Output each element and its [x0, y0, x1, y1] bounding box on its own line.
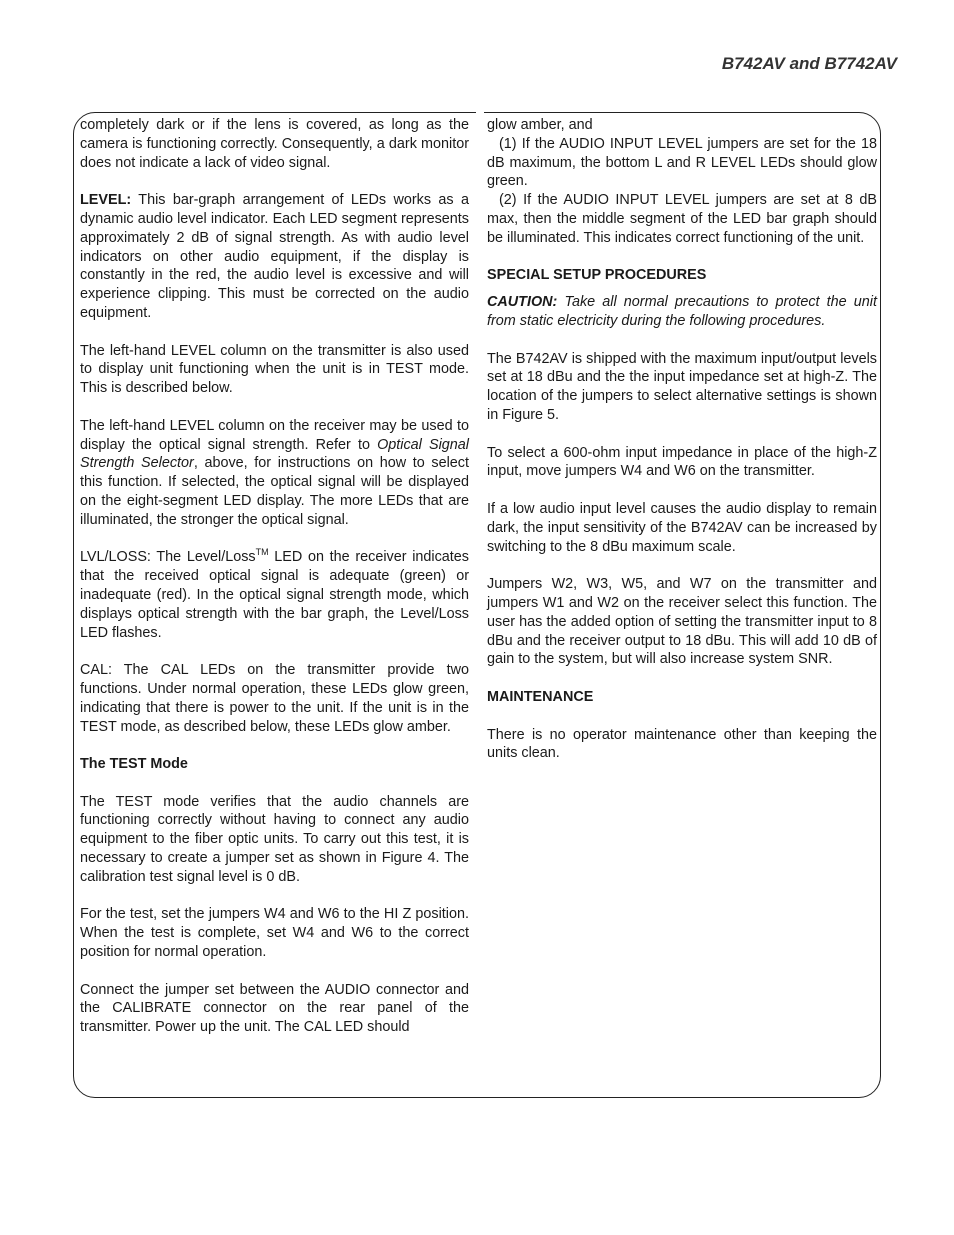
optical-selector-reference: Optical Signal Strength Selector [80, 436, 469, 472]
trademark-mark: TM [255, 547, 269, 558]
paragraph-transmitter-level: The left-hand LEVEL column on the transmitter is also used to display unit functioning when the unit is in TEST mode. This is described below. [80, 342, 469, 397]
page-header-title: B742AV and B7742AV [721, 54, 897, 73]
paragraph-caution [487, 293, 877, 331]
level-text: This bar-graph arrangement of LEDs works as a dynamic audio level indicator. Each LED segment represents approximately 2 dB of signal strength. As with audio level indicators on other audio equipment, if the display is constantly in the red, the audio level is excessive and will experience clipping. This must be corrected on the audio equipment. [80, 192, 469, 321]
paragraph-test-mode: The TEST mode verifies that the audio channels are functioning correctly without having to connect any audio equipment to the fiber optic units. To carry out this test, it is necessary to create a jumper set as shown in Figure 4. The calibration test signal level is 0 dB. [80, 793, 469, 885]
paragraph-receiver-level [80, 417, 469, 530]
paragraph-test-jumpers: For the test, set the jumpers W4 and W6 to the HI Z position. When the test is complete, set W4 and W6 to the correct position for normal operation. [80, 906, 469, 961]
lvl-loss-text-a: LVL/LOSS: The Level/Loss [80, 549, 256, 566]
receiver-level-text-a: The left-hand LEVEL column on the receiver may be used to display the optical signal strength. Refer to [80, 417, 469, 453]
paragraph-low-input: If a low audio input level causes the audio display to remain dark, the input sensitivity of the B742AV can be increased by switching to the 8 dBu maximum scale. [487, 500, 877, 555]
paragraph-lvl-loss [80, 548, 469, 642]
level-label: LEVEL: [80, 192, 132, 209]
caution-text: Take all normal precautions to protect the unit from static electricity during the following procedures. [487, 294, 877, 329]
paragraph-maintenance: There is no operator maintenance other than keeping the units clean. [487, 726, 877, 762]
paragraph-8db-case: (2) If the AUDIO INPUT LEVEL jumpers are set at 8 dB max, then the middle segment of the LED bar graph should be illuminated. This indicates correct functioning of the unit. [487, 192, 877, 246]
heading-test-mode: The TEST Mode [80, 756, 188, 773]
receiver-level-text-b: , above, for instructions on how to select this function. If selected, the optical signal will be displayed on the eight-segment LED display. The more LEDs that are illuminated, the stronger the optical signal. [80, 455, 469, 528]
paragraph-cal: CAL: The CAL LEDs on the transmitter provide two functions. Under normal operation, these LEDs glow green, indicating that there is power to the unit. If the unit is in the TEST mode, as described below, these LEDs glow amber. [80, 662, 469, 735]
frame-gap [476, 104, 484, 120]
right-column [487, 116, 877, 763]
paragraph-shipping-defaults: The B742AV is shipped with the maximum input/output levels set at 18 dBu and the the input impedance set at high-Z. The location of the jumpers to select alternative settings is shown in Figure 5. [487, 350, 877, 423]
paragraph-glow-amber: glow amber, and [487, 117, 593, 133]
left-column [80, 116, 469, 1037]
paragraph-18db-case: (1) If the AUDIO INPUT LEVEL jumpers are set for the 18 dB maximum, the bottom L and R LEVEL LEDs should glow green. [487, 135, 877, 190]
paragraph-dark-monitor: completely dark or if the lens is covered, as long as the camera is functioning correctly. Consequently, a dark monitor does not indicate a lack of video signal. [80, 117, 469, 171]
lvl-loss-text-b: LED on the receiver indicates that the received optical signal is adequate (green) or inadequate (red). In the optical signal strength mode, which displays optical strength with the bar graph, the Level/Loss LED flashes. [80, 549, 469, 641]
paragraph-600-ohm: To select a 600-ohm input impedance in place of the high-Z input, move jumpers W4 and W6 on the transmitter. [487, 444, 877, 480]
heading-special-setup: SPECIAL SETUP PROCEDURES [487, 267, 707, 284]
heading-maintenance: MAINTENANCE [487, 688, 594, 705]
paragraph-jumpers-function: Jumpers W2, W3, W5, and W7 on the transmitter and jumpers W1 and W2 on the receiver select this function. The user has the added option of setting the transmitter input to 8 dBu and the receiver output to 18 dBu. This will add 10 dB of gain to the system, but will also increase system SNR. [487, 576, 877, 668]
caution-label: CAUTION: [487, 294, 558, 311]
paragraph-level [80, 191, 469, 323]
paragraph-connect-jumper: Connect the jumper set between the AUDIO connector and the CALIBRATE connector on the rear panel of the transmitter. Power up the unit. The CAL LED should [80, 981, 469, 1036]
